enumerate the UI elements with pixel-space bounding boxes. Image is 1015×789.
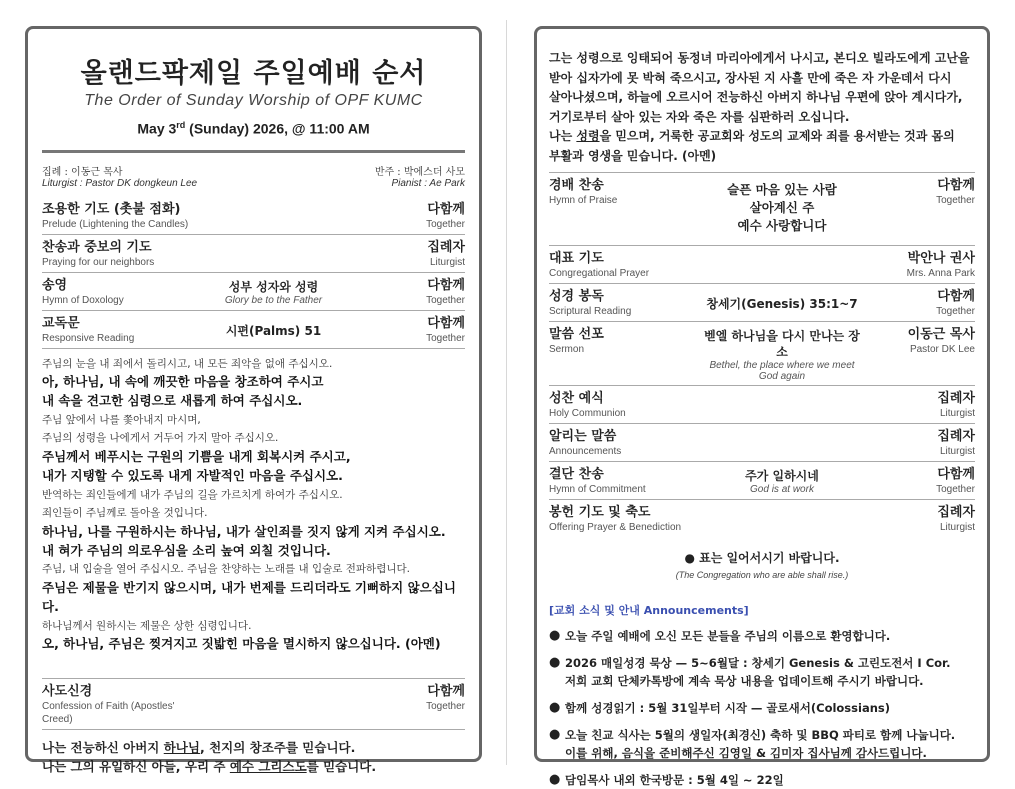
praise-song: 슬픈 마음 있는 사람 xyxy=(727,182,837,197)
announcement-line: 담임목사 내외 한국방문 : 5월 4일 ~ 22일 xyxy=(565,773,784,787)
standing-note-ko: ● 표는 일어서시기 바랍니다. xyxy=(684,551,840,565)
order-leader-en: Together xyxy=(426,218,465,230)
order-detail xyxy=(192,277,355,306)
announcements-heading: [교회 소식 및 안내 Announcements] xyxy=(549,604,749,617)
order-leader xyxy=(865,504,975,534)
order-leader-ko: 이동근 목사 xyxy=(907,327,975,342)
order-leader-en: Mrs. Anna Park xyxy=(906,268,975,279)
page-divider xyxy=(506,20,507,765)
order-title-en: Hymn of Doxology xyxy=(42,294,124,306)
creed-continuation xyxy=(549,49,975,166)
order-row xyxy=(42,310,465,348)
date-month-day: May 3 xyxy=(137,120,177,137)
order-leader-ko: 다함께 xyxy=(427,683,465,699)
order-title-en: Holy Communion xyxy=(549,408,626,419)
announcement-line: 함께 성경읽기 : 5월 31일부터 시작 — 골로새서(Colossians) xyxy=(565,701,890,715)
reading-line: 주님께서 베푸시는 구원의 기쁨을 내게 회복시켜 주시고, xyxy=(42,449,351,465)
reading-line: 오, 하나님, 주님은 찢겨지고 짓밟힌 마음을 멸시하지 않으십니다. (아멘) xyxy=(42,636,441,652)
order-leader-ko: 집례자 xyxy=(937,391,975,406)
creed-line: 나는 그의 유일하신 아들, 우리 주 예수 그리스도를 믿습니다. xyxy=(42,758,377,774)
order-title xyxy=(549,288,699,318)
order-leader xyxy=(865,288,975,318)
bullet-icon: ● xyxy=(549,772,561,787)
order-row xyxy=(549,321,975,385)
order-of-worship-right xyxy=(549,245,975,537)
order-detail xyxy=(699,326,865,382)
announcement-item xyxy=(549,627,975,645)
bullet-icon: ● xyxy=(549,628,561,643)
order-leader xyxy=(355,315,465,345)
order-leader xyxy=(865,428,975,458)
pianist-en: Pianist : Ae Park xyxy=(391,177,465,189)
announcements-list xyxy=(549,627,975,789)
praise-song: 살아계신 주 xyxy=(749,200,815,215)
standing-note-en: (The Congregation who are able shall rise.) xyxy=(675,570,849,580)
right-page xyxy=(534,26,990,787)
announcement-line: 저희 교회 단체카톡방에 계속 묵상 내용을 업데이트해 주시기 바랍니다. xyxy=(565,674,924,688)
order-leader-ko: 다함께 xyxy=(427,201,465,217)
order-title-en: Announcements xyxy=(549,446,622,457)
order-leader-ko: 다함께 xyxy=(937,467,975,482)
order-leader-ko: 집례자 xyxy=(937,429,975,444)
order-detail-ko: 창세기(Genesis) 35:1~7 xyxy=(706,297,858,311)
announcement-line: 오늘 친교 식사는 5월의 생일자(최경신) 축하 및 BBQ 파티로 함께 나눕니다. xyxy=(565,728,956,742)
worship-leaders xyxy=(42,163,465,189)
order-title-ko: 봉헌 기도 및 축도 xyxy=(549,505,651,520)
announcement-item xyxy=(549,699,975,717)
announcement-line: 2026 매일성경 묵상 — 5~6월달 : 창세기 Genesis & 고린도전서 I Cor. xyxy=(565,656,951,670)
order-title-en: Offering Prayer & Benediction xyxy=(549,522,682,533)
announcement-item xyxy=(549,654,975,690)
order-title xyxy=(549,390,699,420)
announcement-text xyxy=(565,654,950,690)
announcement-text xyxy=(565,726,955,762)
order-title-en: Sermon xyxy=(549,344,585,355)
order-title xyxy=(549,504,699,534)
title-korean: 올랜드팍제일 주일예배 순서 xyxy=(80,58,427,89)
order-title xyxy=(549,428,699,458)
order-leader xyxy=(865,466,975,496)
order-leader-ko: 다함께 xyxy=(427,315,465,331)
creed-line: 받아 십자가에 못 박혀 죽으시고, 장사된 지 사흘 만에 죽은 자 가운데서 다시 xyxy=(549,70,952,85)
order-leader-ko: 박안나 권사 xyxy=(907,251,975,266)
order-detail-ko: 벧엘 하나님을 다시 만나는 장소 xyxy=(704,329,860,359)
order-title xyxy=(549,250,699,280)
order-detail xyxy=(699,288,865,312)
order-detail-en: Bethel, the place where we meet God again xyxy=(709,360,855,382)
order-leader-ko: 집례자 xyxy=(427,239,465,255)
order-title-ko: 조용한 기도 (촛불 점화) xyxy=(42,201,181,217)
praise-song: 예수 사랑합니다 xyxy=(737,218,827,233)
left-page xyxy=(25,26,482,774)
reading-line: 아, 하나님, 내 속에 깨끗한 마음을 창조하여 주시고 xyxy=(42,374,324,390)
order-detail-ko: 주가 일하시네 xyxy=(745,469,819,483)
order-of-worship-left xyxy=(42,197,465,348)
order-leader-ko: 다함께 xyxy=(937,289,975,304)
order-leader-en: Pastor DK Lee xyxy=(909,344,975,355)
reading-line: 반역하는 죄인들에게 내가 주님의 길을 가르치게 하여가 주십시오. xyxy=(42,488,343,501)
reading-line: 주님은 제물을 반기지 않으시며, 내가 번제를 드리더라도 기뻐하지 않으십니다. xyxy=(42,580,456,614)
order-title-en: Praying for our neighbors xyxy=(42,256,155,268)
order-row-praise xyxy=(549,172,975,245)
order-leader-en: Together xyxy=(936,195,975,206)
order-title-ko: 결단 찬송 xyxy=(549,467,604,482)
reading-line: 주님의 성령을 나에게서 거두어 가지 말아 주십시오. xyxy=(42,432,279,445)
announcement-text xyxy=(565,627,890,645)
reading-line: 죄인들이 주님께로 돌아올 것입니다. xyxy=(42,507,208,520)
creed-line: 그는 성령으로 잉태되어 동정녀 마리아에게서 나시고, 본디오 빌라도에게 고난을 xyxy=(549,51,970,65)
responsive-reading-text xyxy=(42,348,465,654)
order-row xyxy=(42,197,465,234)
creed-line: 거기로부터 살아 있는 자와 죽은 자를 심판하러 오십니다. xyxy=(549,109,850,124)
reading-line: 내가 지탱할 수 있도록 내게 자발적인 마음을 주십시오. xyxy=(42,467,343,483)
order-row xyxy=(549,385,975,423)
order-leader-ko: 다함께 xyxy=(937,178,975,193)
order-row xyxy=(549,461,975,499)
order-leader-en: Together xyxy=(936,484,975,495)
date-rest: (Sunday) 2026, @ 11:00 AM xyxy=(185,120,370,137)
title-english: The Order of Sunday Worship of OPF KUMC xyxy=(84,92,423,109)
announcement-line: 오늘 주일 예배에 오신 모든 분들을 주님의 이름으로 환영합니다. xyxy=(565,629,891,643)
reading-line: 내 속을 견고한 심령으로 새롭게 하여 주십시오. xyxy=(42,393,303,409)
announcement-text xyxy=(565,699,890,717)
order-title xyxy=(42,201,192,231)
bullet-icon: ● xyxy=(549,655,561,670)
order-title-ko: 경배 찬송 xyxy=(549,178,604,193)
header-rule xyxy=(42,150,465,153)
order-title-en: Scriptural Reading xyxy=(549,306,632,317)
order-title-ko: 말씀 선포 xyxy=(549,327,604,342)
reading-line: 주님의 눈을 내 죄에서 돌리시고, 내 모든 죄악을 없애 주십시오. xyxy=(42,357,333,370)
order-title-en: Prelude (Lightening the Candles) xyxy=(42,218,189,230)
order-leader xyxy=(355,277,465,307)
order-leader-ko: 다함께 xyxy=(427,277,465,293)
order-row xyxy=(549,423,975,461)
praise-songs xyxy=(699,181,865,235)
order-title-en: Hymn of Praise xyxy=(549,195,618,206)
order-title-ko: 알리는 말씀 xyxy=(549,429,617,444)
order-leader-en: Liturgist xyxy=(939,408,975,419)
order-row xyxy=(42,234,465,272)
announcement-text xyxy=(565,771,784,789)
order-leader-en: Together xyxy=(936,306,975,317)
reading-line: 하나님께서 원하시는 제물은 상한 심령입니다. xyxy=(42,619,252,632)
bullet-icon: ● xyxy=(549,700,561,715)
bullet-icon: ● xyxy=(549,727,561,742)
order-title xyxy=(549,466,699,496)
order-leader-en: Together xyxy=(426,332,465,344)
order-detail-en: Glory be to the Father xyxy=(224,294,323,306)
order-detail xyxy=(192,315,355,339)
order-title xyxy=(549,326,699,356)
order-title-ko: 성찬 예식 xyxy=(549,391,604,406)
order-row xyxy=(549,499,975,537)
order-leader-ko: 집례자 xyxy=(937,505,975,520)
pianist-ko: 반주 : 박에스더 사모 xyxy=(374,166,465,178)
order-leader-en: Together xyxy=(426,294,465,306)
order-row xyxy=(549,283,975,321)
order-detail-ko: 성부 성자와 성령 xyxy=(228,279,319,294)
reading-line: 내 혀가 주님의 의로우심을 소리 높여 외칠 것입니다. xyxy=(42,542,331,558)
order-title-ko: 찬송과 중보의 기도 xyxy=(42,239,152,255)
order-title-en: Congregational Prayer xyxy=(549,268,650,279)
order-title-ko: 성경 봉독 xyxy=(549,289,604,304)
order-leader xyxy=(865,390,975,420)
order-title xyxy=(42,277,192,307)
creed-line: 살아나셨으며, 하늘에 오르시어 전능하신 아버지 하나님 우편에 앉아 계시다가, xyxy=(549,90,963,104)
reading-line: 주님 앞에서 나를 쫓아내지 마시며, xyxy=(42,413,201,426)
order-title-ko: 대표 기도 xyxy=(549,251,604,266)
reading-line: 하나님, 나를 구원하시는 하나님, 내가 살인죄를 짓지 않게 지켜 주십시오. xyxy=(42,523,446,539)
order-title-en: Hymn of Commitment xyxy=(549,484,646,495)
creed-text xyxy=(42,729,465,776)
order-leader xyxy=(355,201,465,231)
service-date xyxy=(42,120,465,137)
order-row xyxy=(549,245,975,283)
order-leader-en: Together xyxy=(426,700,465,712)
order-leader-en: Liturgist xyxy=(939,446,975,457)
order-detail-en: God is at work xyxy=(750,484,814,495)
announcement-item xyxy=(549,771,975,789)
order-title xyxy=(42,239,192,269)
announcement-line: 이를 위해, 음식을 준비해주신 김영일 & 김미자 집사님께 감사드립니다. xyxy=(565,746,927,760)
order-row-creed xyxy=(42,678,465,729)
order-title-en: Responsive Reading xyxy=(42,332,135,344)
order-leader xyxy=(865,326,975,356)
order-leader-en: Liturgist xyxy=(429,256,465,268)
order-leader xyxy=(355,239,465,269)
standing-note xyxy=(549,549,975,580)
order-title-ko: 교독문 xyxy=(42,315,80,331)
announcement-item xyxy=(549,726,975,762)
order-detail-ko: 시편(Palms) 51 xyxy=(225,323,322,338)
liturgist-en: Liturgist : Pastor DK dongkeun Lee xyxy=(42,177,198,189)
reading-line: 주님, 내 입술을 열어 주십시오. 주님을 찬양하는 노래를 내 입술로 전파하렵니다. xyxy=(42,563,410,576)
order-detail xyxy=(699,466,865,495)
liturgist-ko: 집례 : 이동근 목사 xyxy=(42,166,123,178)
date-suffix: rd xyxy=(176,120,186,130)
creed-line: 나는 성령을 믿으며, 거룩한 공교회와 성도의 교제와 죄를 용서받는 것과 몸의 xyxy=(549,129,955,143)
order-title-ko: 송영 xyxy=(42,277,68,293)
order-row xyxy=(42,272,465,310)
order-title xyxy=(42,315,192,345)
creed-line: 나는 전능하신 아버지 하나님, 천지의 창조주를 믿습니다. xyxy=(42,739,356,755)
order-title-en: Confession of Faith (Apostles' Creed) xyxy=(42,700,175,725)
order-leader xyxy=(865,250,975,280)
order-title-ko: 사도신경 xyxy=(42,683,93,699)
order-leader-en: Liturgist xyxy=(939,522,975,533)
creed-line: 부활과 영생을 믿습니다. (아멘) xyxy=(549,148,717,163)
